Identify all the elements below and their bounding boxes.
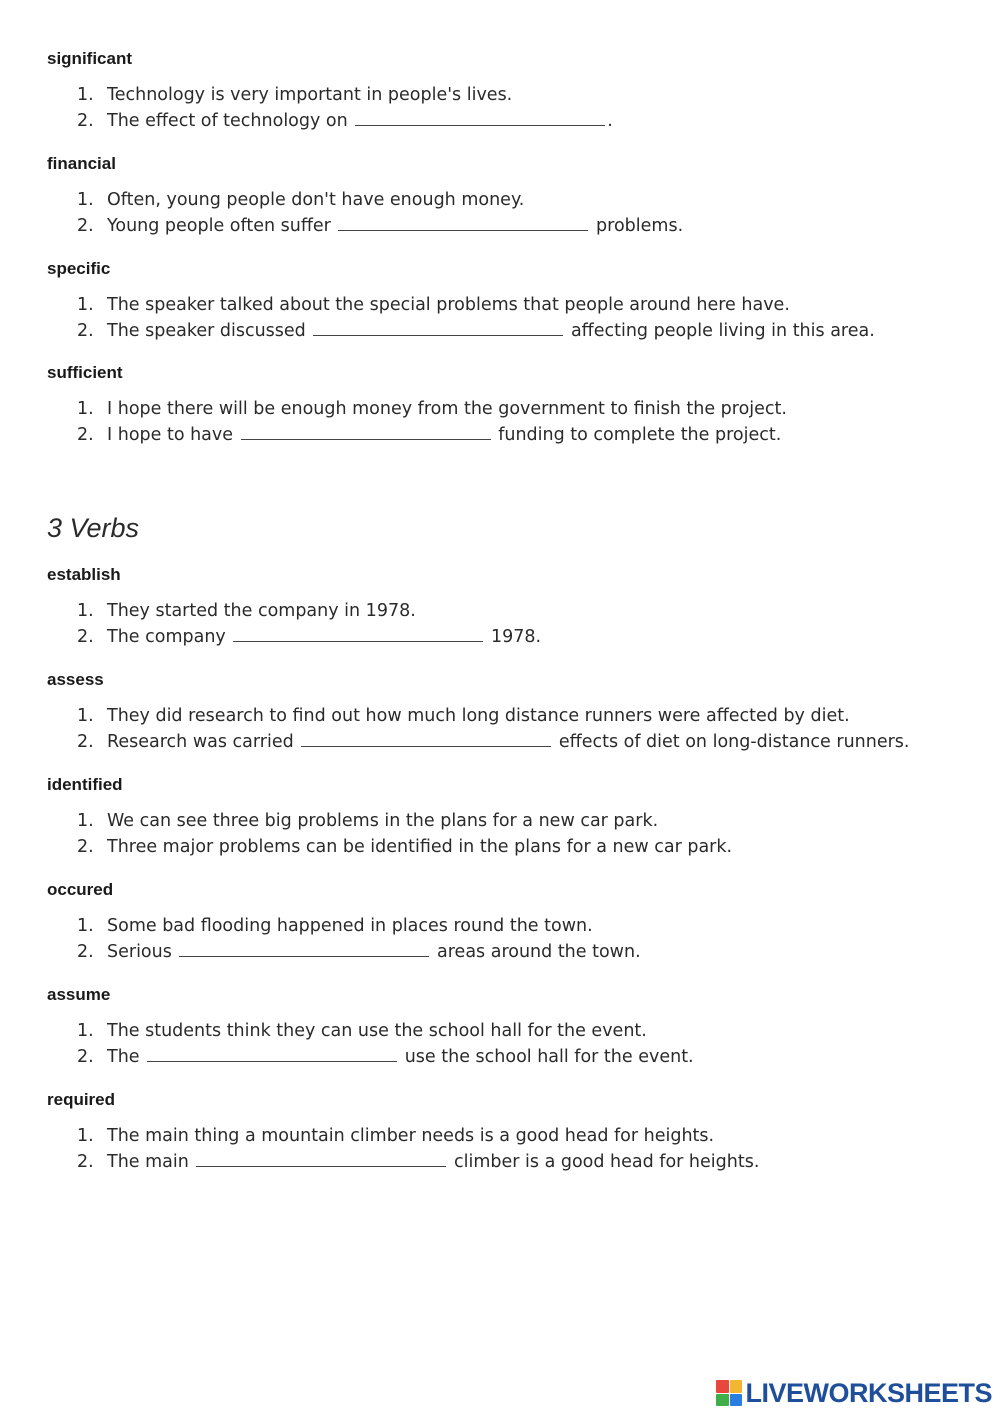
answer-blank[interactable] — [301, 730, 551, 747]
liveworksheets-logo — [716, 1378, 992, 1408]
target-word: assess — [47, 670, 104, 689]
sentence-original: 1. They did research to find out how much long distance runners were affected by diet. — [77, 706, 850, 726]
sentence-original: 1. Technology is very important in people's lives. — [77, 85, 513, 105]
answer-blank[interactable] — [179, 940, 429, 957]
answer-blank[interactable] — [241, 423, 491, 440]
logo-mark-icon — [716, 1380, 742, 1406]
target-word: assume — [47, 985, 111, 1004]
answer-blank[interactable] — [233, 625, 483, 642]
target-word: establish — [47, 565, 121, 584]
sentence-original: 1. They started the company in 1978. — [77, 601, 416, 621]
item-assume — [47, 984, 947, 1070]
item-sufficient — [47, 362, 947, 448]
item-establish — [47, 564, 947, 650]
sentence-original: 1. The students think they can use the school hall for the event. — [77, 1021, 647, 1041]
target-word: required — [47, 1090, 116, 1109]
sentence-rewrite: 2. The speaker discussed affecting people living in this area. — [77, 321, 875, 341]
sentence-rewrite: 2. The company 1978. — [77, 627, 542, 647]
sentence-rewrite: 2. Three major problems can be identified in the plans for a new car park. — [77, 837, 733, 857]
item-required — [47, 1089, 947, 1175]
sentence-original: 1. The speaker talked about the special problems that people around here have. — [77, 295, 790, 315]
answer-blank[interactable] — [147, 1045, 397, 1062]
target-word: occured — [47, 880, 114, 899]
answer-blank[interactable] — [196, 1150, 446, 1167]
item-financial — [47, 153, 947, 239]
target-word: significant — [47, 49, 133, 68]
sentence-rewrite: 2. Young people often suffer problems. — [77, 216, 684, 236]
sentence-original: 1. I hope there will be enough money from the government to finish the project. — [77, 399, 787, 419]
sentence-rewrite: 2. Research was carried effects of diet on long-distance runners. — [77, 732, 910, 752]
answer-blank[interactable] — [338, 214, 588, 231]
item-significant — [47, 48, 947, 134]
target-word: financial — [47, 154, 116, 173]
sentence-rewrite: 2. I hope to have funding to complete the project. — [77, 425, 782, 445]
logo-text: LIVEWORKSHEETS — [745, 1377, 992, 1408]
sentence-rewrite: 2. Serious areas around the town. — [77, 942, 641, 962]
answer-blank[interactable] — [313, 319, 563, 336]
item-occured — [47, 879, 947, 965]
sentence-original: 1. The main thing a mountain climber needs is a good head for heights. — [77, 1126, 715, 1146]
sentence-original: 1. We can see three big problems in the plans for a new car park. — [77, 811, 659, 831]
sentence-rewrite: 2. The use the school hall for the event. — [77, 1047, 694, 1067]
target-word: sufficient — [47, 363, 123, 382]
sentence-rewrite: 2. The main climber is a good head for heights. — [77, 1152, 760, 1172]
sentence-original: 1. Some bad flooding happened in places round the town. — [77, 916, 593, 936]
target-word: specific — [47, 259, 111, 278]
sentence-rewrite: 2. The effect of technology on . — [77, 111, 613, 131]
item-assess — [47, 669, 947, 755]
item-specific — [47, 258, 947, 344]
answer-blank[interactable] — [355, 109, 605, 126]
item-identified — [47, 774, 947, 860]
sentence-original: 1. Often, young people don't have enough money. — [77, 190, 525, 210]
target-word: identified — [47, 775, 123, 794]
section-heading: 3 Verbs — [47, 513, 140, 543]
